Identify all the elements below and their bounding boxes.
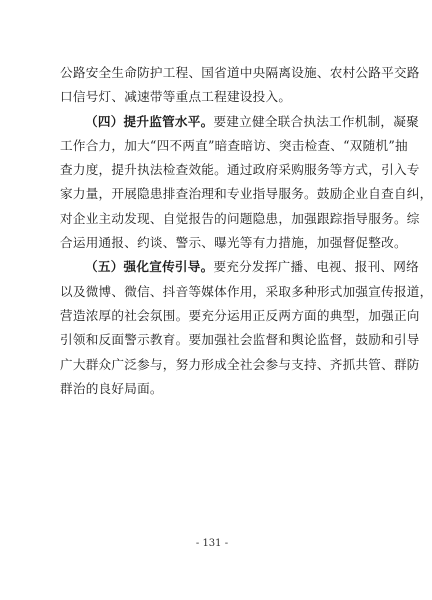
section-five-line-5: 广大群众广泛参与，努力形成全社会参与支持、齐抓共管、群防 [60,356,420,372]
section-five-heading: （五）强化宣传引导。 [85,259,214,275]
section-five-line-4: 引领和反面警示教育。要加强社会监督和舆论监督，鼓励和引导 [60,332,420,348]
section-four-line-4: 家力量，开展隐患排查治理和专业指导服务。鼓励企业自查自纠， [60,186,432,202]
section-four-line-5: 对企业主动发现、自觉报告的问题隐患，加强跟踪指导服务。综 [60,210,420,226]
section-four-heading: （四）提升监管水平。 [85,113,214,129]
section-four-first-text: 要建立健全联合执法工作机制，凝聚 [213,113,419,129]
section-four-line-2: 工作合力，加大“四不两直”暗查暗访、突击检查、“双随机”抽 [60,137,408,153]
page-number: - 131 - [195,538,229,549]
body-text [60,61,432,401]
section-five-first-text: 要充分发挥广播、电视、报刊、网络 [213,259,419,275]
section-five-line-6: 群治的良好局面。 [60,380,163,396]
section-four-first-line [60,110,419,134]
section-five-first-line [60,255,419,279]
continuation-line-1: 公路安全生命防护工程、国省道中央隔离设施、农村公路平交路 [60,65,420,80]
section-four-line-6: 合运用通报、约谈、警示、曝光等有力措施，加强督促整改。 [60,235,407,251]
continuation-line-2: 口信号灯、减速带等重点工程建设投入。 [60,89,292,105]
section-five-line-2: 以及微博、微信、抖音等媒体作用，采取多种形式加强宣传报道， [60,283,432,299]
section-five-line-3: 营造浓厚的社会氛围。要充分运用正反两方面的典型，加强正向 [60,307,420,323]
section-four-line-3: 查力度，提升执法检查效能。通过政府采购服务等方式，引入专 [60,162,420,178]
